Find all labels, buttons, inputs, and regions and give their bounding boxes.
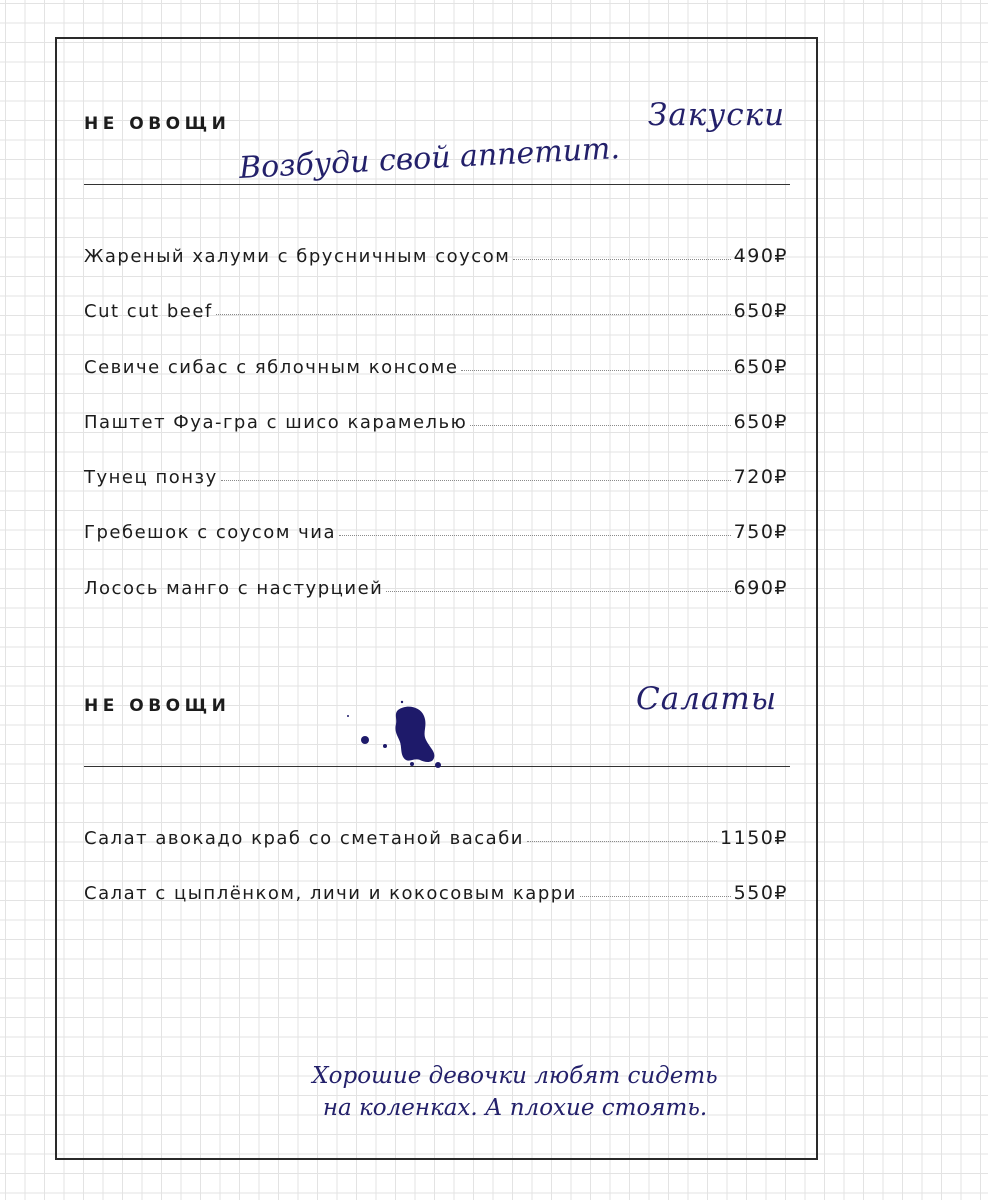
dot-leader xyxy=(527,841,717,842)
menu-item-price: 1150₽ xyxy=(720,827,788,849)
dot-leader xyxy=(470,425,730,426)
section-divider-appetizers xyxy=(84,184,790,185)
dot-leader xyxy=(580,896,731,897)
menu-item xyxy=(84,245,788,267)
menu-item-name: Cut cut beef xyxy=(84,301,213,322)
menu-item-price: 650₽ xyxy=(733,356,788,378)
menu-item-price: 720₽ xyxy=(733,466,788,488)
section-title-salads: Салаты xyxy=(636,681,778,717)
menu-item-price: 650₽ xyxy=(733,300,788,322)
menu-item-name: Гребешок с соусом чиа xyxy=(84,522,336,543)
dot-leader xyxy=(216,314,731,315)
menu-item xyxy=(84,521,788,543)
menu-item-name: Тунец понзу xyxy=(84,467,218,488)
dot-leader xyxy=(386,591,730,592)
menu-item-price: 550₽ xyxy=(733,882,788,904)
menu-item-price: 490₽ xyxy=(733,245,788,267)
menu-item xyxy=(84,882,788,904)
menu-item xyxy=(84,577,788,599)
dot-leader xyxy=(221,480,731,481)
footer-quote-line: на коленках. А плохие стоять. xyxy=(322,1095,708,1121)
section-tag-salads: НЕ ОВОЩИ xyxy=(84,696,231,716)
footer-quote xyxy=(260,1060,770,1124)
menu-item-name: Салат авокадо краб со сметаной васаби xyxy=(84,828,524,849)
menu-item-price: 750₽ xyxy=(733,521,788,543)
dot-leader xyxy=(513,259,730,260)
section-title-appetizers: Закуски xyxy=(648,97,786,133)
menu-item-name: Лосось манго с настурцией xyxy=(84,578,384,599)
menu-item-price: 690₽ xyxy=(733,577,788,599)
section-tagline: Возбуди свой аппетит. xyxy=(238,131,621,186)
menu-item-name: Севиче сибас с яблочным консоме xyxy=(84,357,459,378)
menu-item xyxy=(84,356,788,378)
menu-item xyxy=(84,827,788,849)
menu-item xyxy=(84,466,788,488)
dot-leader xyxy=(461,370,730,371)
dot-leader xyxy=(339,535,731,536)
ink-blot-decoration xyxy=(340,696,450,776)
menu-item-name: Паштет Фуа-гра с шисо карамелью xyxy=(84,412,468,433)
menu-item-name: Жареный халуми с брусничным соусом xyxy=(84,246,511,267)
menu-item xyxy=(84,300,788,322)
menu-item-name: Салат с цыплёнком, личи и кокосовым карри xyxy=(84,883,577,904)
footer-quote-line: Хорошие девочки любят сидеть xyxy=(312,1063,718,1089)
menu-item-price: 650₽ xyxy=(733,411,788,433)
section-tag-appetizers: НЕ ОВОЩИ xyxy=(84,114,231,134)
menu-item xyxy=(84,411,788,433)
